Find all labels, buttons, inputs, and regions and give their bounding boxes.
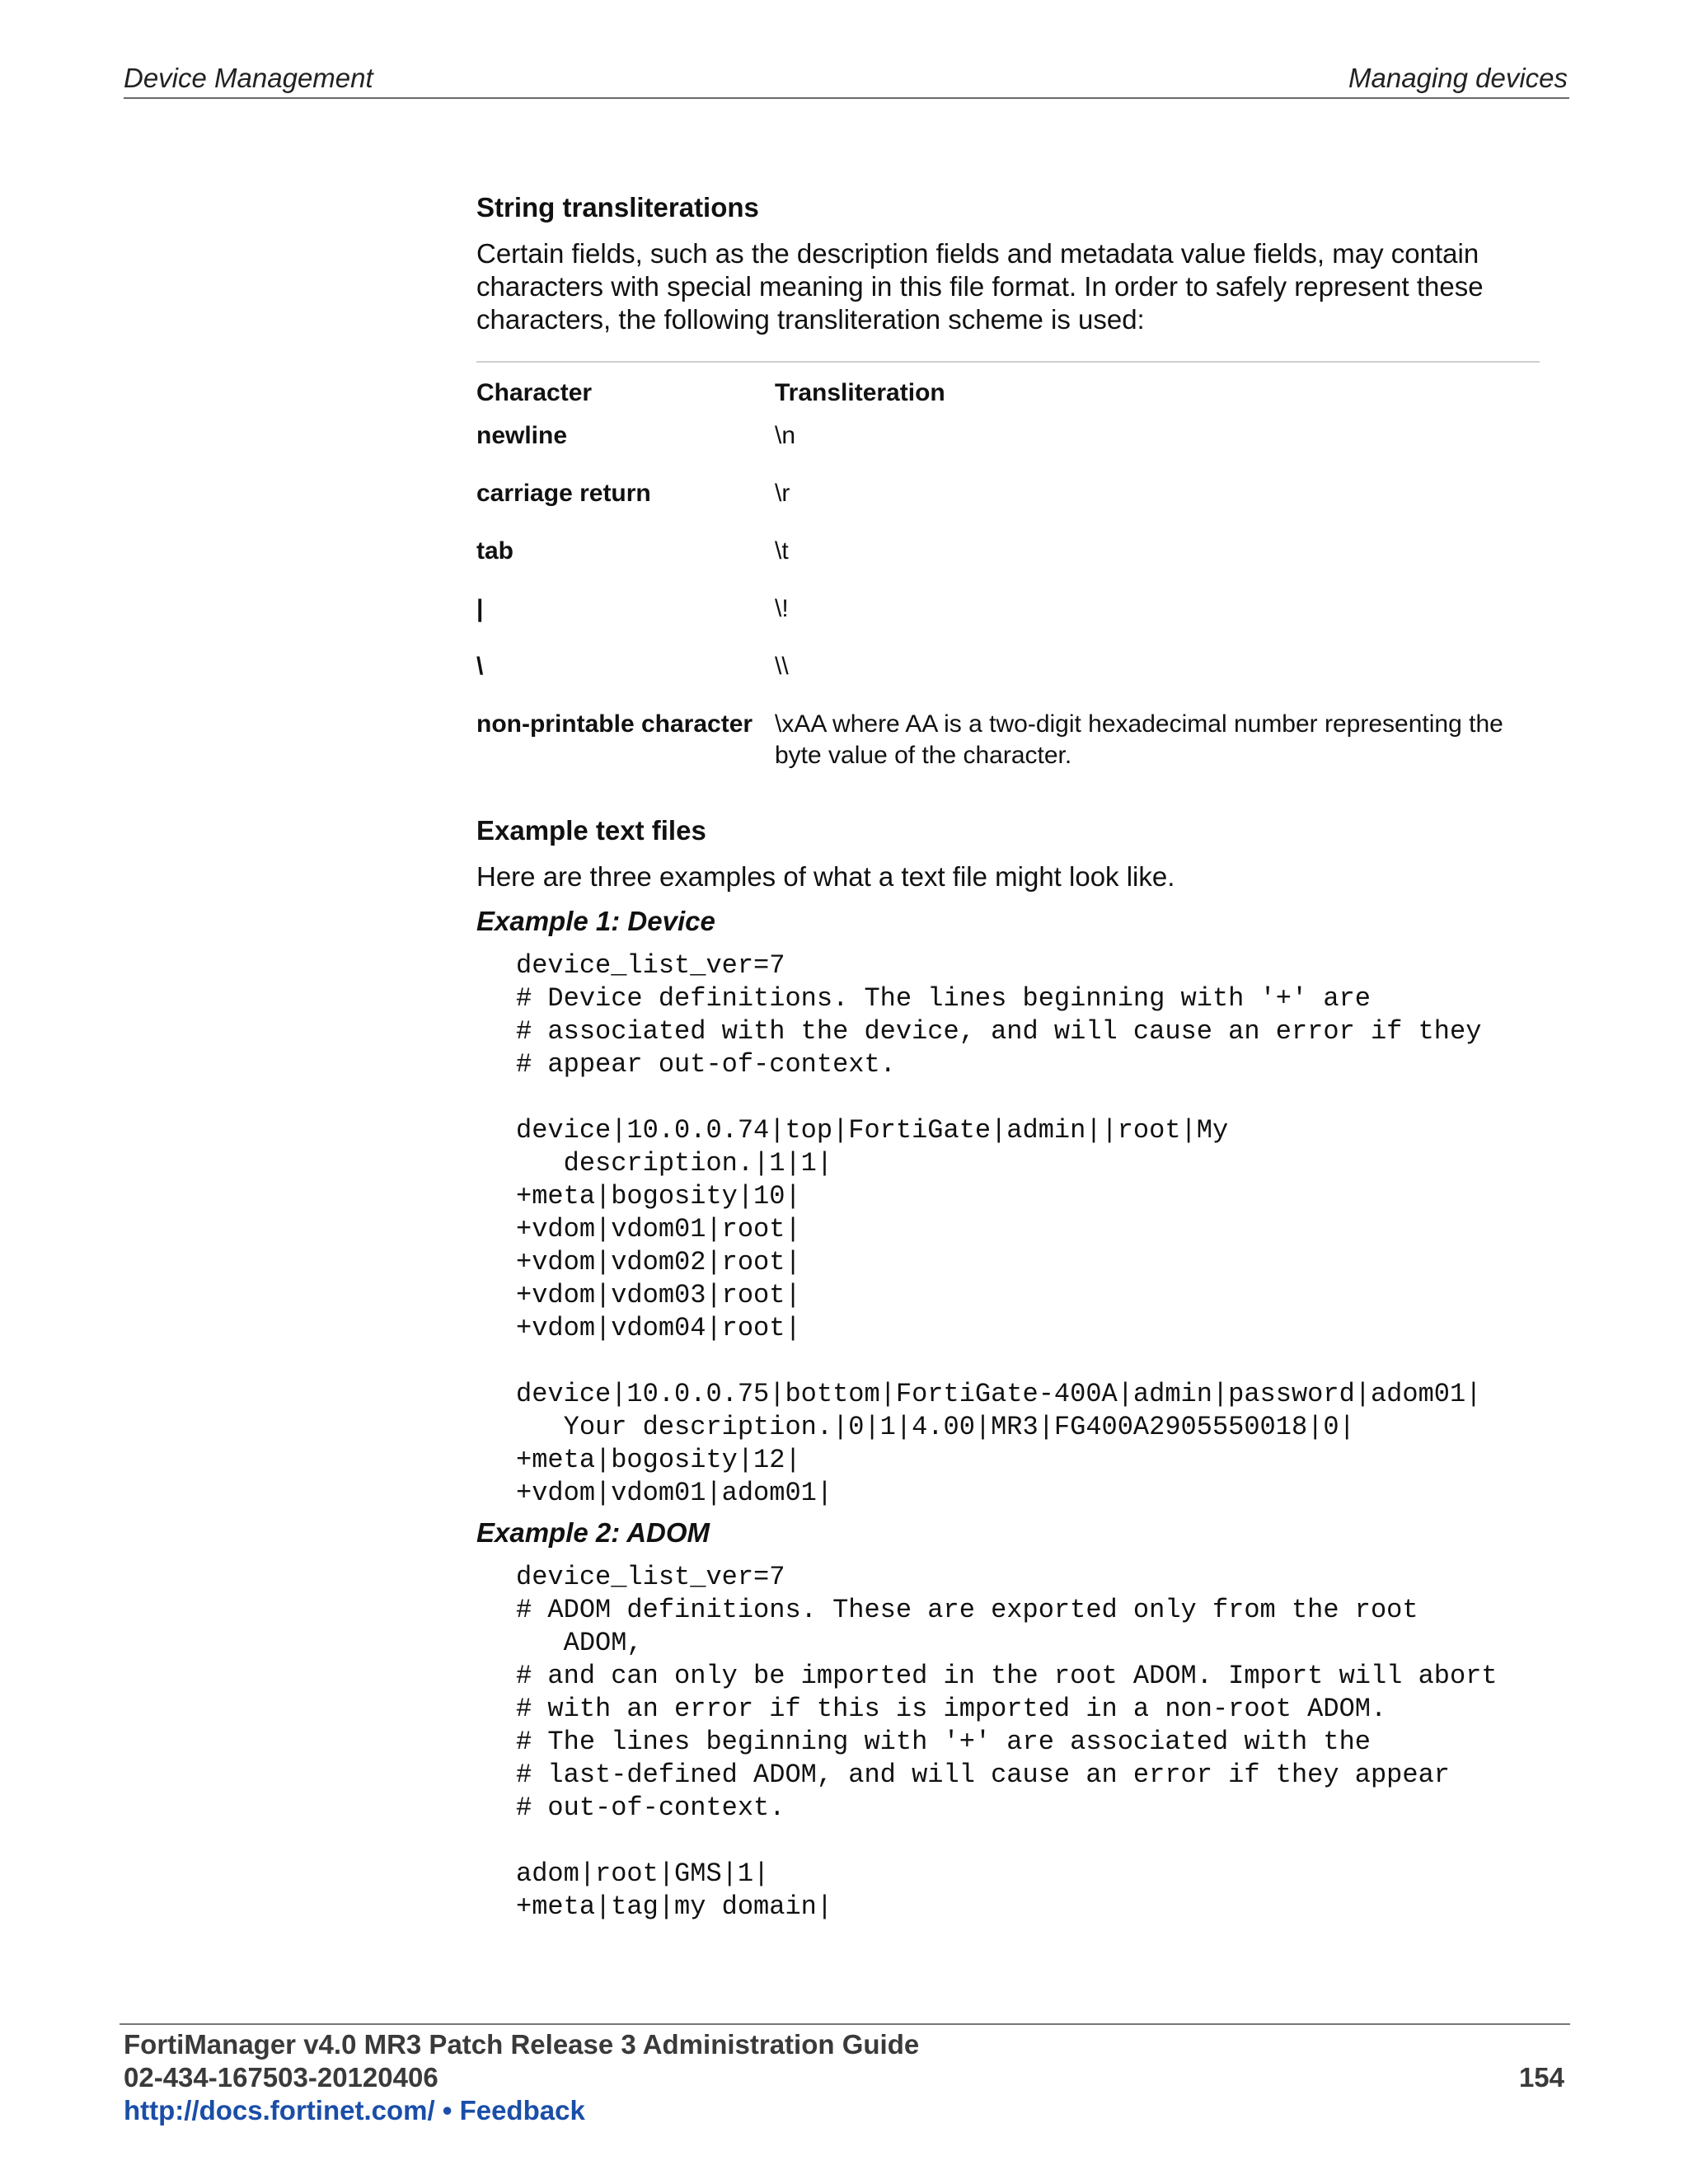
header-section-title: Device Management	[124, 63, 373, 93]
example2-heading: Example 2: ADOM	[476, 1517, 710, 1548]
example1-code-block: device_list_ver=7 # Device definitions. The lines beginning with '+' are # associated with the device, and will cause an error if they # appear out-of-context. device|10.0.0.74|top|FortiGate|admin||root|My description.|1|1| +meta|bogosity|10| +vdom|vdom01|root| +vdom|vdom02|root| +vdom|vdom03|root| +vdom|vdom04|root| device|10.0.0.75|bottom|FortiGate-400A|admin|password|adom01| Your description.|0|1|4.00|MR3|FG400A2905550018|0| +meta|bogosity|12| +vdom|vdom01|adom01|	[516, 950, 1482, 1508]
table-cell-transliteration: \\	[775, 653, 789, 680]
table-cell-character: non-printable character	[476, 710, 753, 738]
transliteration-intro: Certain fields, such as the description fields and metadata value fields, may contain characters with special meaning in this file format. In order to safely represent these characters, the following transliteration scheme is used:	[476, 238, 1484, 335]
main-content	[476, 190, 1540, 1929]
transliteration-table	[476, 361, 1540, 788]
table-row	[476, 536, 1540, 593]
table-cell-character: tab	[476, 537, 513, 565]
table-cell-transliteration: \r	[775, 480, 790, 507]
table-row	[476, 478, 1540, 536]
table-cell-character: \	[476, 653, 484, 680]
table-row	[476, 420, 1540, 478]
header-chapter-title: Managing devices	[1348, 63, 1568, 93]
table-header-row	[476, 362, 1540, 420]
table-cell-transliteration: \xAA where AA is a two-digit hexadecimal number representing the byte value of the character.	[775, 710, 1503, 769]
table-cell-character: carriage return	[476, 480, 651, 507]
table-cell-transliteration: \n	[775, 422, 796, 449]
header-divider	[124, 97, 1569, 99]
section-heading-string-transliterations: String transliterations	[476, 192, 759, 223]
footer-links	[124, 2095, 585, 2126]
table-cell-character: |	[476, 595, 484, 622]
table-cell-transliteration: \!	[775, 595, 789, 622]
table-row	[476, 709, 1540, 788]
footer-page-number: 154	[1518, 2062, 1564, 2093]
table-cell-character: newline	[476, 422, 568, 449]
footer-document-number: 02-434-167503-20120406	[124, 2062, 438, 2093]
example2-code-block: device_list_ver=7 # ADOM definitions. These are exported only from the root ADOM, # and can only be imported in the root ADOM. Import will abort # with an error if this is imported in a non-root ADOM. # The lines beginning with '+' are associated with the # last-defined ADOM, and will cause an error if they appear # out-of-context. adom|root|GMS|1| +meta|tag|my domain|	[516, 1562, 1498, 1922]
column-header-transliteration: Transliteration	[775, 379, 945, 406]
column-header-character: Character	[476, 379, 593, 406]
table-row	[476, 651, 1540, 709]
footer-link-separator: •	[442, 2095, 452, 2125]
feedback-link[interactable]: Feedback	[459, 2095, 585, 2125]
table-row	[476, 593, 1540, 651]
examples-intro: Here are three examples of what a text file might look like.	[476, 861, 1175, 892]
example1-heading: Example 1: Device	[476, 906, 715, 936]
footer-divider	[120, 2023, 1570, 2025]
section-heading-example-text-files: Example text files	[476, 815, 706, 846]
footer-guide-title: FortiManager v4.0 MR3 Patch Release 3 Administration Guide	[124, 2029, 920, 2060]
table-cell-transliteration: \t	[775, 537, 789, 565]
docs-link[interactable]: http://docs.fortinet.com/	[124, 2095, 435, 2125]
